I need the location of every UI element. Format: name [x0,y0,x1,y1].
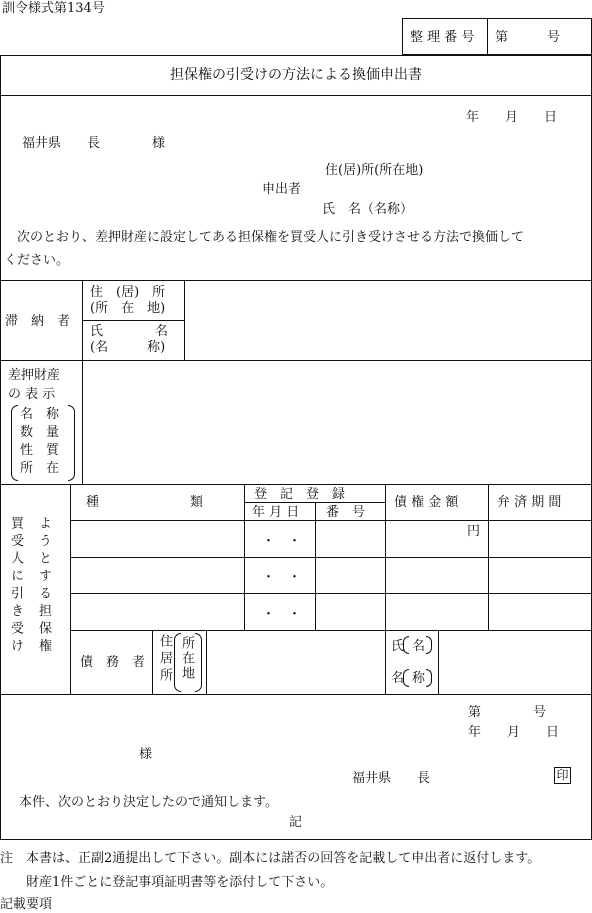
bottom-label: 記載要項 [0,897,53,912]
security-side-label-col1: 買受人に引き受け [8,516,23,656]
property-item: 所 在 [20,461,60,476]
property-item: 名 称 [20,407,60,422]
property-item: 数 量 [20,425,60,440]
debtor-name-label: 氏名 [391,639,434,654]
form-frame [0,55,592,840]
property-label-2: の 表 示 [8,387,56,402]
column-header-registration: 登 記 登 録 [254,487,346,502]
notice-number: 第 号 [468,705,547,720]
date-dots: ・ ・ [262,607,302,622]
notice-addressee: 様 [139,747,153,762]
taxpayer-label: 滞 納 者 [5,314,71,329]
property-items-right-bracket [68,405,75,481]
debtor-label: 債 務 者 [80,655,146,670]
column-header-period: 弁 済 期 間 [497,495,562,510]
column-header-type: 種 類 [86,495,204,510]
debtor-name-alt-label: 名称 [391,671,434,686]
form-number: 訓令様式第134号 [2,1,105,16]
taxpayer-name-label-2: (名 称) [90,340,166,355]
date-dots: ・ ・ [262,570,302,585]
taxpayer-name-label-1: 氏 名 [90,324,169,339]
debtor-address-alt-label: 所在地 [179,636,194,681]
yen-unit: 円 [467,524,481,539]
applicant-name-label: 氏 名（名称） [322,202,414,217]
footnote-line-2: 財産1件ごとに登記事項証明書等を添付して下さい。 [0,875,334,890]
debtor-address-label: 住居所 [157,634,172,685]
taxpayer-address-label-1: 住 (居) 所 [90,285,166,300]
notice-issuer: 福井県 長 [352,771,431,786]
form-title: 担保権の引受けの方法による換価申出書 [170,67,422,83]
addressee: 福井県 長 様 [22,136,166,151]
date-dots: ・ ・ [262,534,302,549]
notice-text: 本件、次のとおり決定したので通知します。 [6,795,278,810]
column-header-date: 年 月 日 [252,505,300,520]
seal-box: 印 [554,767,571,784]
footnote-line-1: 注 本書は、正副2通提出して下さい。副本には諾否の回答を記載して申出者に返付します。 [0,851,541,866]
application-date: 年 月 日 [466,110,558,125]
notice-date: 年 月 日 [468,725,560,740]
body-text-line-2: ください。 [4,253,70,268]
debtor-address-bracket-right [195,633,202,692]
property-item: 性 質 [20,443,60,458]
reference-number-value: 第 号 [495,30,561,45]
taxpayer-address-label-2: (所 在 地) [90,301,166,316]
property-label-1: 差押財産 [8,368,61,383]
applicant-role-label: 申出者 [262,182,302,197]
reference-number-label: 整 理 番 号 [410,30,475,45]
applicant-address-label: 住(居)所(所在地) [325,163,424,178]
security-side-label-col2: ようとする担保権 [36,516,51,656]
column-header-amount: 債 権 金 額 [394,495,459,510]
property-items-left-bracket [11,405,18,481]
notice-ki: 記 [289,815,303,830]
body-text-line-1: 次のとおり、差押財産に設定してある担保権を買受人に引き受けさせる方法で換価して [4,230,525,245]
column-header-number: 番 号 [326,505,366,520]
